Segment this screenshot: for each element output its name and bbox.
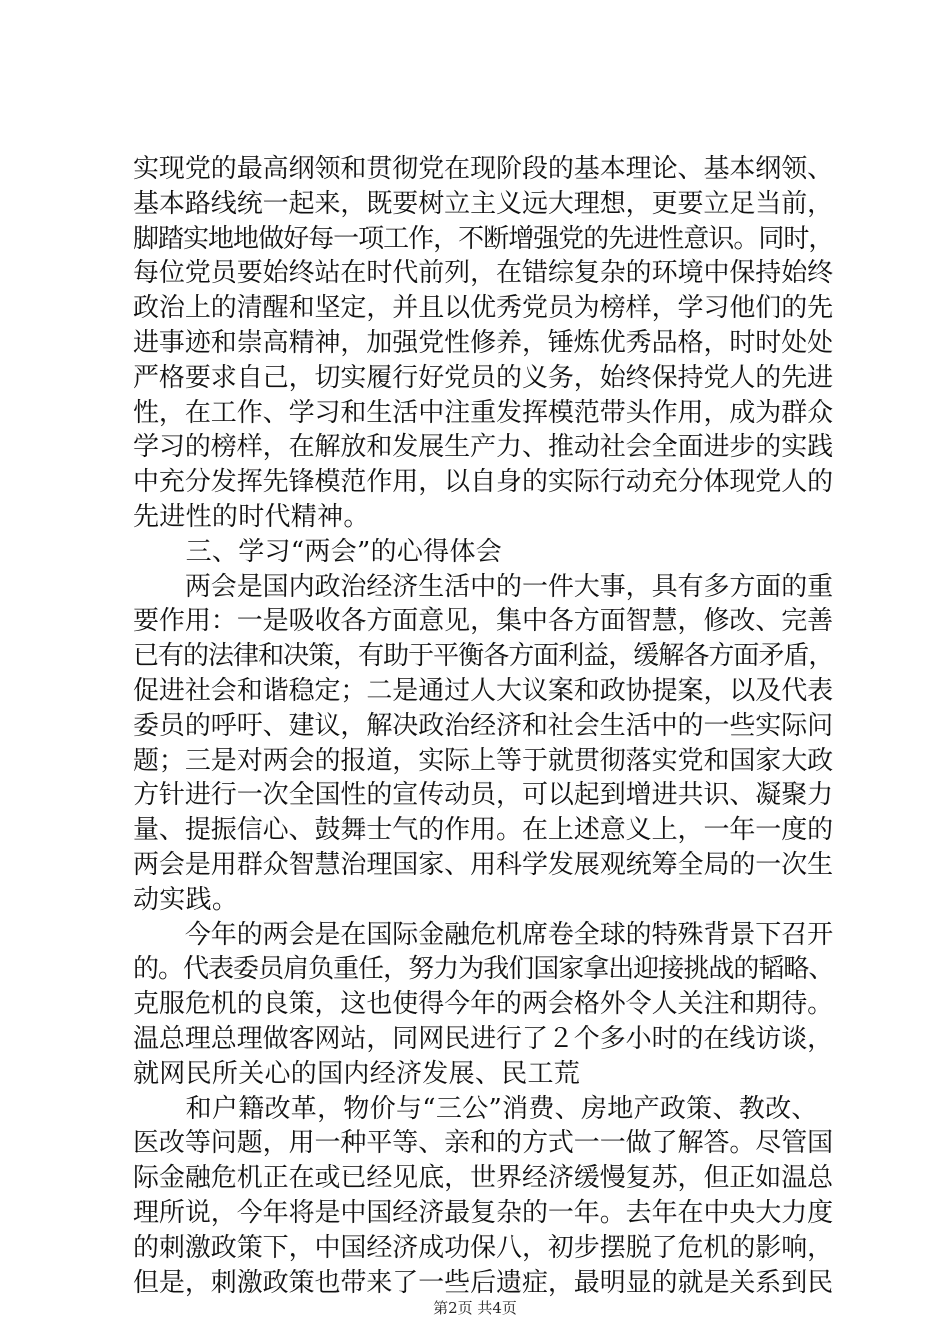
text-line: 今年的两会是在国际金融危机席卷全球的特殊背景下召开: [133, 919, 834, 950]
text-line: 克服危机的良策，这也使得今年的两会格外令人关注和期待。: [133, 989, 834, 1020]
text-line: 就网民所关心的国内经济发展、民工荒: [133, 1058, 581, 1089]
text-line: 三、学习“两会”的心得体会: [133, 536, 503, 567]
text-line: 实现党的最高纲领和贯彻党在现阶段的基本理论、基本纲领、: [133, 154, 834, 184]
text-line: 际金融危机正在或已经见底，世界经济缓慢复苏，但正如温总: [133, 1163, 834, 1194]
text-line: 学习的榜样，在解放和发展生产力、推动社会全面进步的实践: [133, 432, 834, 463]
text-line: 脚踏实地地做好每一项工作，不断增强党的先进性意识。同时，: [133, 223, 834, 254]
text-line: 已有的法律和决策，有助于平衡各方面利益，缓解各方面矛盾，: [133, 641, 834, 672]
text-line: 先进性的时代精神。: [133, 501, 370, 532]
text-line: 量、提振信心、鼓舞士气的作用。在上述意义上，一年一度的: [133, 815, 834, 846]
text-line: 委员的呼吁、建议，解决政治经济和社会生活中的一些实际问: [133, 710, 834, 741]
text-line: 中充分发挥先锋模范作用，以自身的实际行动充分体现党人的: [133, 467, 834, 498]
text-line: 严格要求自己，切实履行好党员的义务，始终保持党人的先进: [133, 362, 834, 393]
body-text: [133, 152, 833, 1300]
text-line: 每位党员要始终站在时代前列，在错综复杂的环境中保持始终: [133, 258, 834, 289]
text-line: 基本路线统一起来，既要树立主义远大理想，更要立足当前，: [133, 188, 834, 219]
text-line: 政治上的清醒和坚定，并且以优秀党员为榜样，学习他们的先: [133, 293, 834, 324]
text-line: 的。代表委员肩负重任，努力为我们国家拿出迎接挑战的韬略、: [133, 954, 834, 985]
text-line: 医改等问题，用一种平等、亲和的方式一一做了解答。尽管国: [133, 1128, 834, 1159]
text-line: 促进社会和谐稳定；二是通过人大议案和政协提案，以及代表: [133, 675, 834, 706]
text-line: 方针进行一次全国性的宣传动员，可以起到增进共识、凝聚力: [133, 780, 834, 811]
text-line: 的刺激政策下，中国经济成功保八，初步摆脱了危机的影响，: [133, 1232, 834, 1263]
text-line: 两会是国内政治经济生活中的一件大事，具有多方面的重: [133, 571, 834, 602]
text-line: 性，在工作、学习和生活中注重发挥模范带头作用，成为群众: [133, 397, 834, 428]
text-line: 两会是用群众智慧治理国家、用科学发展观统筹全局的一次生: [133, 849, 834, 880]
text-line: 要作用：一是吸收各方面意见，集中各方面智慧，修改、完善: [133, 606, 834, 637]
text-line: 动实践。: [133, 884, 239, 915]
text-line: 进事迹和崇高精神，加强党性修养，锤炼优秀品格，时时处处: [133, 327, 834, 358]
text-line: 但是，刺激政策也带来了一些后遗症，最明显的就是关系到民: [133, 1267, 834, 1298]
text-line: 理所说，今年将是中国经济最复杂的一年。去年在中央大力度: [133, 1197, 834, 1228]
page-footer: 第2页 共4页: [433, 1299, 517, 1317]
text-line: 温总理总理做客网站，同网民进行了２个多小时的在线访谈，: [133, 1023, 834, 1054]
text-line: 和户籍改革，物价与“三公”消费、房地产政策、教改、: [133, 1093, 818, 1124]
text-line: 题；三是对两会的报道，实际上等于就贯彻落实党和国家大政: [133, 745, 834, 776]
